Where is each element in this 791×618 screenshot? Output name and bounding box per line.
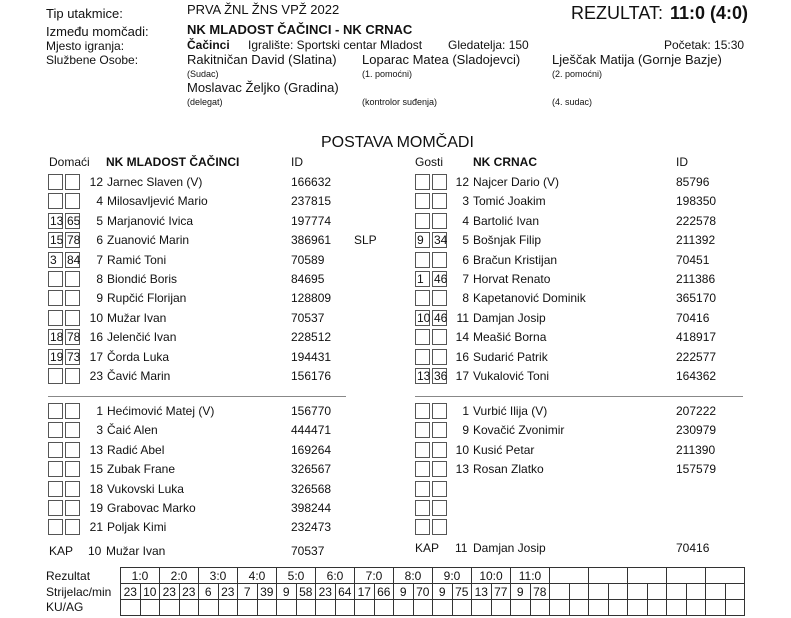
kuag-cell: [218, 600, 238, 616]
home-kap-num: 10: [88, 544, 102, 558]
player-min-box: 78: [67, 330, 81, 345]
score-cell: 4:0: [238, 568, 277, 584]
score-cell: [628, 568, 667, 584]
player-sub-box: [48, 422, 63, 438]
kuag-cell: [569, 600, 589, 616]
postava-title: POSTAVA MOMČADI: [321, 134, 474, 151]
kuag-cell: [725, 600, 745, 616]
mjesto-label: Mjesto igranja:: [46, 39, 125, 53]
player-id: 197774: [291, 213, 332, 228]
player-min-box: [65, 422, 80, 438]
player-name: Rosan Zlatko: [473, 462, 544, 477]
scorer-number-cell: 13: [472, 584, 492, 600]
player-sub-box: [48, 403, 63, 419]
kuag-cell: [277, 600, 297, 616]
player-number: 4: [96, 194, 103, 209]
score-cell: 10:0: [472, 568, 511, 584]
player-sub-box: [415, 500, 430, 516]
player-name: Bartolić Ivan: [473, 213, 540, 228]
kuag-cell: [238, 600, 258, 616]
rezultat-value: 11:0 (4:0): [670, 3, 749, 23]
player-number: 17: [89, 349, 103, 364]
away-kap-label: KAP: [415, 541, 440, 555]
scorer-number-cell: [589, 584, 609, 600]
player-name: Vukovski Luka: [107, 481, 184, 496]
scorer-minute-cell: 70: [413, 584, 433, 600]
kuag-cell: [160, 600, 180, 616]
player-number: 1: [462, 404, 469, 418]
player-number: 8: [462, 291, 469, 306]
player-min-box: [65, 193, 80, 209]
scorer-number-cell: 23: [121, 584, 141, 600]
player-min-box: 65: [67, 213, 81, 228]
player-min-box: [65, 461, 80, 477]
scorer-minute-cell: [647, 584, 667, 600]
player-name: Tomić Joakim: [473, 194, 546, 209]
player-name: Kapetanović Dominik: [473, 291, 586, 306]
player-id: 70537: [291, 310, 325, 325]
player-min-box: [432, 519, 447, 535]
kuag-cell: [686, 600, 706, 616]
player-sub-box: [48, 368, 63, 384]
player-name: Grabovac Marko: [107, 501, 196, 515]
player-id: 444471: [291, 423, 332, 438]
player-id: 156770: [291, 404, 332, 418]
pocetak: Početak: 15:30: [664, 38, 745, 52]
player-min-box: 73: [67, 349, 81, 364]
player-name: Kusić Petar: [473, 442, 535, 457]
player-sub-box: [48, 500, 63, 516]
player-name: Biondić Boris: [107, 272, 178, 286]
player-min-box: [65, 519, 80, 535]
scorer-number-cell: [550, 584, 570, 600]
kuag-row: [121, 600, 745, 616]
player-name: Poljak Kimi: [107, 520, 167, 535]
player-sub-box: [415, 290, 430, 306]
slp-label: SLP: [354, 233, 377, 247]
kuag-cell: [433, 600, 453, 616]
player-name: Damjan Josip: [473, 310, 546, 325]
score-row: [121, 568, 745, 584]
player-number: 21: [89, 520, 103, 535]
scorer-number-cell: [628, 584, 648, 600]
home-team-name: NK MLADOST ČAČINCI: [106, 155, 240, 169]
official-role: (delegat): [187, 97, 223, 107]
player-min-box: [432, 422, 447, 438]
home-side-label: Domaći: [49, 155, 90, 169]
player-name: Milosavljević Mario: [107, 194, 208, 209]
scorer-minute-cell: 23: [218, 584, 238, 600]
away-team-name: NK CRNAC: [473, 155, 537, 169]
scorer-minute-cell: 75: [452, 584, 472, 600]
player-sub-box: 13: [50, 213, 64, 228]
official-name: Loparac Matea (Sladojevci): [362, 52, 521, 67]
scorer-minute-cell: 64: [335, 584, 355, 600]
scorer-number-cell: [667, 584, 687, 600]
strijelac-row-label: Strijelac/min: [46, 585, 112, 599]
scorer-minute-cell: 78: [530, 584, 550, 600]
match-title: NK MLADOST ČAČINCI - NK CRNAC: [187, 22, 413, 37]
player-id: 232473: [291, 520, 332, 535]
official-name: Moslavac Željko (Gradina): [187, 80, 339, 95]
official-role: (1. pomoćni): [362, 69, 413, 79]
player-name: Zuanović Marin: [107, 233, 190, 248]
player-min-box: 36: [434, 369, 448, 383]
kuag-cell: [511, 600, 531, 616]
player-min-box: [65, 500, 80, 516]
score-cell: [667, 568, 706, 584]
official-name: Rakitničan David (Slatina): [187, 52, 337, 67]
score-cell: [706, 568, 745, 584]
score-cell: 8:0: [394, 568, 433, 584]
player-name: Horvat Renato: [473, 272, 551, 286]
player-name: Čavić Marin: [107, 369, 171, 383]
player-number: 3: [462, 194, 469, 209]
player-number: 13: [455, 462, 469, 477]
player-id: 70589: [291, 252, 325, 267]
player-min-box: 78: [67, 233, 81, 248]
score-cell: 1:0: [121, 568, 160, 584]
player-number: 5: [462, 233, 469, 248]
player-number: 14: [455, 330, 469, 345]
scorer-number-cell: [706, 584, 726, 600]
player-min-box: 34: [434, 233, 448, 248]
kuag-cell: [667, 600, 687, 616]
player-min-box: [432, 461, 447, 477]
kuag-cell: [374, 600, 394, 616]
kuag-cell: [530, 600, 550, 616]
kuag-cell: [335, 600, 355, 616]
player-name: Mužar Ivan: [107, 310, 167, 325]
player-min-box: [432, 329, 447, 345]
player-id: 156176: [291, 369, 332, 383]
scorer-minute-cell: [686, 584, 706, 600]
player-name: Čaić Alen: [107, 423, 158, 438]
player-min-box: 46: [434, 310, 448, 325]
player-id: 237815: [291, 194, 332, 209]
player-number: 9: [462, 423, 469, 438]
home-kap-label: KAP: [49, 544, 74, 558]
player-number: 9: [96, 291, 103, 306]
player-id: 169264: [291, 442, 332, 457]
player-number: 10: [455, 442, 469, 457]
player-id: 326568: [291, 481, 332, 496]
scorer-row: [121, 584, 745, 600]
player-name: Jarnec Slaven (V): [107, 175, 203, 189]
player-sub-box: [48, 481, 63, 497]
player-number: 12: [455, 175, 469, 189]
scorer-minute-cell: [569, 584, 589, 600]
player-min-box: [432, 193, 447, 209]
scorer-minute-cell: 10: [140, 584, 160, 600]
player-sub-box: [48, 193, 63, 209]
player-min-box: [65, 310, 80, 326]
kuag-cell: [452, 600, 472, 616]
score-table: [120, 567, 745, 616]
player-sub-box: 10: [417, 310, 431, 325]
scorer-minute-cell: 66: [374, 584, 394, 600]
player-number: 4: [462, 213, 469, 228]
player-sub-box: [48, 271, 63, 287]
player-min-box: [432, 349, 447, 365]
player-name: Hećimović Matej (V): [107, 404, 215, 418]
player-min-box: 84: [67, 252, 81, 267]
player-id: 157579: [676, 462, 717, 477]
player-sub-box: 15: [50, 233, 64, 248]
player-min-box: [432, 442, 447, 458]
player-sub-box: [415, 481, 430, 497]
player-number: 17: [455, 369, 469, 383]
official-role: (4. sudac): [552, 97, 593, 107]
player-min-box: [432, 500, 447, 516]
player-id: 128809: [291, 291, 332, 306]
player-sub-box: [415, 403, 430, 419]
player-number: 16: [455, 349, 469, 364]
player-id: 230979: [676, 423, 717, 438]
player-name: Jelenčić Ivan: [107, 330, 177, 345]
away-side-label: Gosti: [415, 155, 444, 169]
player-name: Bračun Kristijan: [473, 252, 558, 267]
scorer-minute-cell: 39: [257, 584, 277, 600]
player-id: 211386: [676, 272, 716, 286]
player-min-box: [432, 174, 447, 190]
player-sub-box: [415, 422, 430, 438]
kuag-cell: [199, 600, 219, 616]
player-min-box: [432, 481, 447, 497]
player-number: 7: [462, 272, 469, 286]
score-cell: 2:0: [160, 568, 199, 584]
player-id: 70451: [676, 252, 710, 267]
player-number: 6: [462, 252, 469, 267]
player-name: Bošnjak Filip: [473, 233, 542, 248]
scorer-number-cell: 7: [238, 584, 258, 600]
away-kap-id: 70416: [676, 541, 710, 555]
player-number: 18: [89, 481, 103, 496]
score-cell: 5:0: [277, 568, 316, 584]
player-min-box: [432, 403, 447, 419]
scorer-number-cell: 9: [433, 584, 453, 600]
player-name: Vukalović Toni: [473, 369, 550, 383]
kuag-cell: [647, 600, 667, 616]
score-cell: [589, 568, 628, 584]
player-number: 7: [96, 252, 103, 267]
player-number: 23: [89, 369, 103, 383]
player-id: 85796: [676, 175, 710, 189]
kuag-cell: [706, 600, 726, 616]
player-name: Marjanović Ivica: [107, 213, 194, 228]
player-id: 398244: [291, 501, 332, 515]
official-name: Lješčak Matija (Gornje Bazje): [552, 52, 722, 67]
player-name: Kovačić Zvonimir: [473, 423, 565, 438]
player-name: Vurbić Ilija (V): [473, 404, 548, 418]
player-id: 211392: [676, 233, 716, 248]
player-sub-box: [48, 290, 63, 306]
player-number: 13: [89, 442, 103, 457]
player-min-box: [65, 481, 80, 497]
player-sub-box: [48, 461, 63, 477]
home-id-label: ID: [291, 155, 303, 169]
player-number: 6: [96, 233, 103, 248]
player-number: 1: [96, 404, 103, 418]
kuag-cell: [628, 600, 648, 616]
scorer-minute-cell: 23: [179, 584, 199, 600]
player-sub-box: [48, 310, 63, 326]
player-sub-box: 9: [415, 232, 430, 248]
player-sub-box: 13: [417, 369, 431, 383]
official-role: (2. pomoćni): [552, 69, 603, 79]
player-id: 70416: [676, 310, 710, 325]
tip-value: PRVA ŽNL ŽNS VPŽ 2022: [187, 2, 340, 17]
player-number: 8: [96, 272, 103, 286]
player-id: 198350: [676, 194, 717, 209]
tip-label: Tip utakmice:: [46, 6, 123, 21]
kuag-cell: [296, 600, 316, 616]
scorer-minute-cell: 58: [296, 584, 316, 600]
mjesto-value: Čačinci: [187, 38, 230, 52]
izmedu-label: Između momčadi:: [46, 24, 149, 39]
player-number: 11: [456, 310, 469, 325]
player-name: Najcer Dario (V): [473, 175, 560, 189]
player-min-box: [65, 174, 80, 190]
player-id: 386961: [291, 233, 332, 248]
scorer-number-cell: 23: [316, 584, 336, 600]
player-sub-box: [415, 519, 430, 535]
player-name: Radić Abel: [107, 442, 165, 457]
player-number: 16: [89, 330, 103, 345]
player-sub-box: [415, 442, 430, 458]
player-sub-box: [415, 174, 430, 190]
player-name: Sudarić Patrik: [473, 349, 548, 364]
scorer-number-cell: 9: [394, 584, 414, 600]
score-cell: 9:0: [433, 568, 472, 584]
scorer-number-cell: 6: [199, 584, 219, 600]
kuag-cell: [472, 600, 492, 616]
player-sub-box: [415, 329, 430, 345]
player-sub-box: [48, 174, 63, 190]
player-name: Zubak Frane: [107, 462, 176, 477]
player-name: Ramić Toni: [107, 252, 167, 267]
player-sub-box: [415, 349, 430, 365]
scorer-number-cell: 17: [355, 584, 375, 600]
away-divider: [415, 396, 743, 397]
player-min-box: [65, 271, 80, 287]
kuag-cell: [355, 600, 375, 616]
player-id: 228512: [291, 330, 332, 345]
player-min-box: [432, 290, 447, 306]
player-sub-box: [415, 193, 430, 209]
away-kap-num: 11: [455, 541, 468, 555]
player-id: 211390: [676, 442, 716, 457]
osobe-label: Službene Osobe:: [46, 53, 139, 67]
official-role: (Sudac): [187, 69, 219, 79]
player-name: Čorda Luka: [107, 349, 170, 364]
player-min-box: [65, 290, 80, 306]
player-sub-box: 1: [415, 271, 430, 287]
player-id: 84695: [291, 272, 325, 286]
player-sub-box: [415, 252, 430, 268]
scorer-number-cell: 23: [160, 584, 180, 600]
player-id: 418917: [676, 330, 717, 345]
player-min-box: [432, 213, 447, 229]
player-number: 19: [89, 501, 103, 515]
score-cell: 6:0: [316, 568, 355, 584]
score-cell: 11:0: [511, 568, 550, 584]
player-min-box: [65, 442, 80, 458]
kuag-cell: [140, 600, 160, 616]
score-cell: [550, 568, 589, 584]
kuag-cell: [589, 600, 609, 616]
player-name: Rupčić Florijan: [107, 291, 187, 306]
rezultat-label: REZULTAT:: [571, 3, 664, 23]
kuag-cell: [316, 600, 336, 616]
scorer-minute-cell: [608, 584, 628, 600]
player-id: 222577: [676, 349, 717, 364]
player-min-box: [65, 368, 80, 384]
igraliste: Igralište: Sportski centar Mladost: [248, 38, 423, 52]
kuag-cell: [179, 600, 199, 616]
kuag-cell: [550, 600, 570, 616]
player-sub-box: 19: [50, 349, 64, 364]
kuag-cell: [394, 600, 414, 616]
player-id: 326567: [291, 462, 332, 477]
home-kap-id: 70537: [291, 544, 325, 558]
player-name: Meašić Borna: [473, 330, 547, 345]
player-number: 15: [89, 462, 103, 477]
scorer-minute-cell: 77: [491, 584, 511, 600]
scorer-number-cell: 9: [511, 584, 531, 600]
kuag-cell: [121, 600, 141, 616]
kuag-cell: [608, 600, 628, 616]
player-number: 3: [96, 423, 103, 438]
official-role: (kontrolor suđenja): [362, 97, 438, 107]
player-id: 164362: [676, 369, 717, 383]
home-divider: [48, 396, 346, 397]
home-kap-name: Mužar Ivan: [106, 544, 166, 558]
kuag-cell: [413, 600, 433, 616]
player-sub-box: 3: [48, 252, 63, 268]
gledatelja: Gledatelja: 150: [448, 38, 529, 52]
rezultat-row-label: Rezultat: [46, 569, 91, 583]
kuag-row-label: KU/AG: [46, 600, 84, 614]
scorer-number-cell: 9: [277, 584, 297, 600]
player-number: 12: [89, 175, 103, 189]
player-id: 166632: [291, 175, 332, 189]
player-sub-box: [48, 442, 63, 458]
player-id: 207222: [676, 404, 717, 418]
player-min-box: [432, 252, 447, 268]
player-id: 222578: [676, 213, 717, 228]
score-cell: 3:0: [199, 568, 238, 584]
player-number: 5: [96, 213, 103, 228]
player-sub-box: [48, 519, 63, 535]
away-kap-name: Damjan Josip: [473, 541, 546, 555]
kuag-cell: [257, 600, 277, 616]
player-sub-box: 18: [50, 330, 64, 345]
player-min-box: [65, 403, 80, 419]
player-id: 194431: [291, 349, 332, 364]
player-sub-box: [415, 461, 430, 477]
scorer-minute-cell: [725, 584, 745, 600]
kuag-cell: [491, 600, 511, 616]
player-min-box: 46: [434, 272, 448, 286]
player-number: 10: [89, 310, 103, 325]
score-cell: 7:0: [355, 568, 394, 584]
player-id: 365170: [676, 291, 717, 306]
player-sub-box: [415, 213, 430, 229]
away-id-label: ID: [676, 155, 688, 169]
